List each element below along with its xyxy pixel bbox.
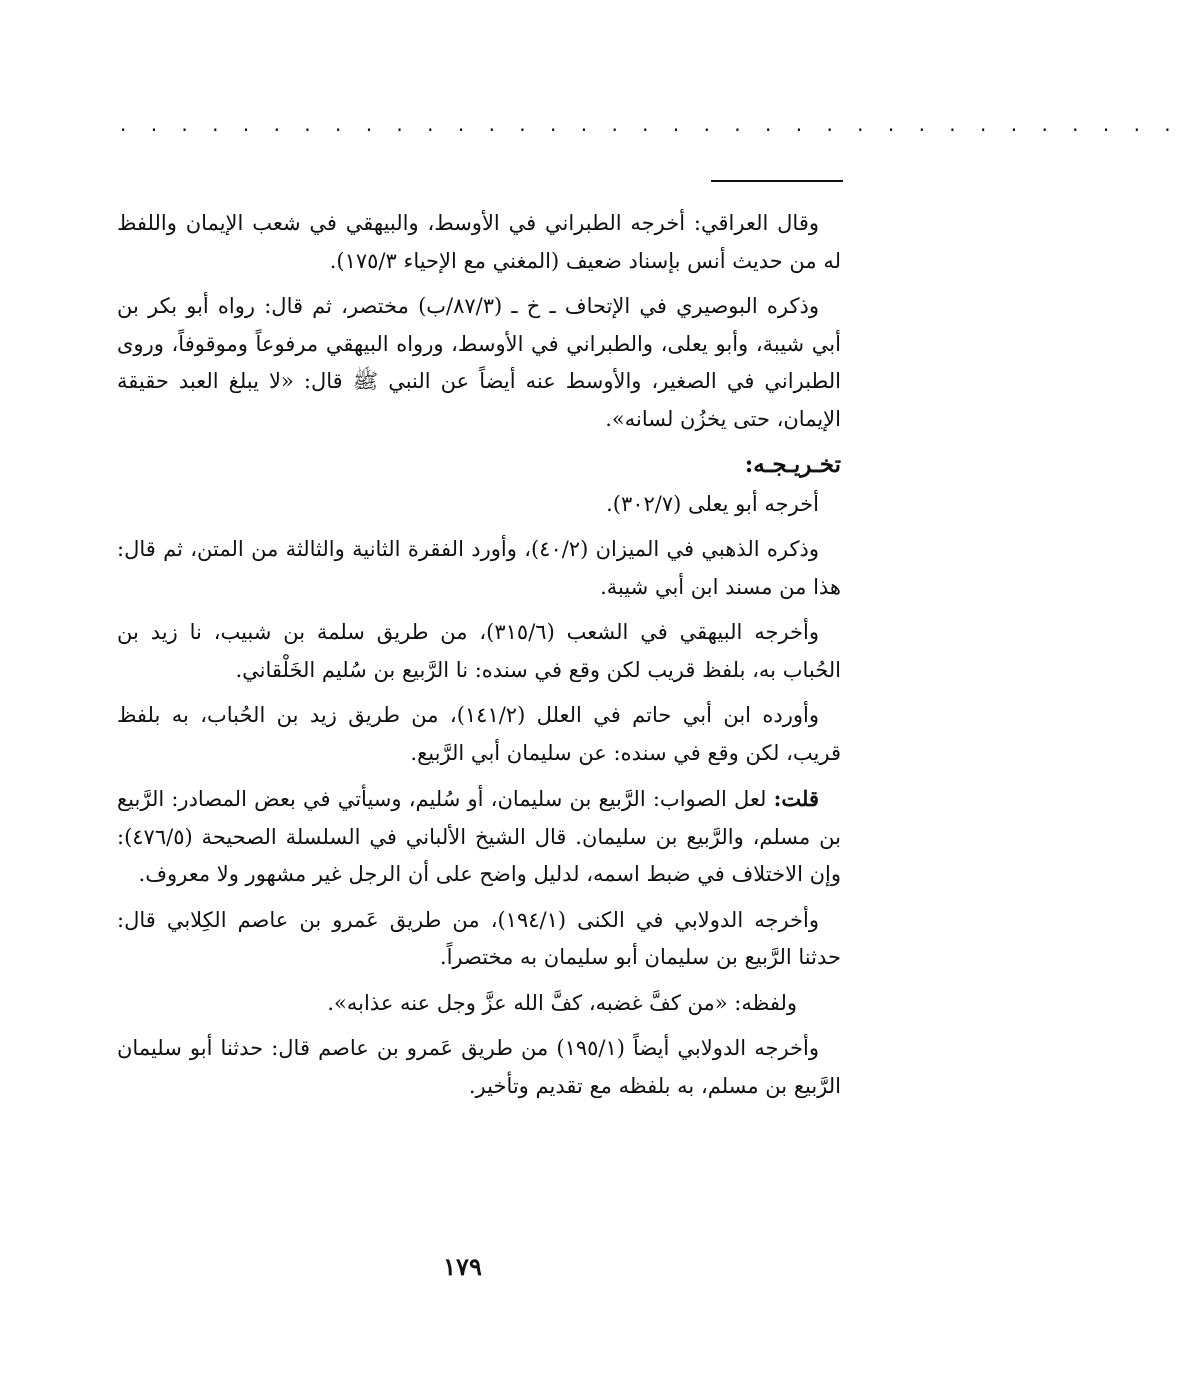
qultu-text: لعل الصواب: الرَّبيع بن سليمان، أو سُليم، وسيأتي في بعض المصادر: الرَّبيع بن مسلم، والرَّبيع بن سليمان. قال الشيخ الألباني في السلسلة الصحيحة (٤٧٦/٥): وإن الاختلاف في ضبط اسمه، لدليل واضح على أن الرجل غير مشهور ولا معروف. [117, 787, 841, 886]
paragraph-abu-yala: أخرجه أبو يعلى (٣٠٢/٧). [606, 491, 819, 516]
page-number: ١٧٩ [443, 1252, 482, 1281]
qultu-lead: قلت: [773, 786, 819, 811]
paragraph-bayhaqi: وأخرجه البيهقي في الشعب (٣١٥/٦)، من طريق سلمة بن شبيب، نا زيد بن الحُباب به، بلفظ قريب لكن وقع في سنده: نا الرَّبيع بن سُليم الخَلْقاني. [117, 620, 841, 682]
footnote-rule [711, 180, 843, 182]
paragraph-iraqi: وقال العراقي: أخرجه الطبراني في الأوسط، والبيهقي في شعب الإيمان واللفظ له من حديث أنس بإسناد ضعيف (المغني مع الإحياء ١٧٥/٣). [117, 211, 841, 273]
paragraph-dulabi-1: وأخرجه الدولابي في الكنى (١٩٤/١)، من طريق عَمرو بن عاصم الكِلابي قال: حدثنا الرَّبيع بن سليمان أبو سليمان به مختصراً. [117, 907, 841, 969]
paragraph-dulabi-2: وأخرجه الدولابي أيضاً (١٩٥/١) من طريق عَمرو بن عاصم قال: حدثنا أبو سليمان الرَّبيع بن مسلم، به بلفظه مع تقديم وتأخير. [117, 1036, 841, 1098]
paragraph-qultu [117, 780, 841, 894]
dotted-separator: . . . . . . . . . . . . . . . . . . . . . . . . . . . . . . . . . . . [120, 112, 1180, 136]
paragraph-lafzuhu: ولفظه: «من كفَّ غضبه، كفَّ الله عزَّ وجل عنه عذابه». [327, 990, 797, 1015]
paragraph-ibn-abi-hatim: وأورده ابن أبي حاتم في العلل (١٤١/٢)، من طريق زيد بن الحُباب، به بلفظ قريب، لكن وقع في سنده: عن سليمان أبي الرَّبيع. [117, 703, 841, 765]
footnote-body [117, 205, 841, 1113]
paragraph-busiri: وذكره البوصيري في الإتحاف ـ خ ـ (٨٧/٣/ب) مختصر، ثم قال: رواه أبو بكر بن أبي شيبة، وأبو يعلى، والطبراني في الأوسط، ورواه البيهقي مرفوعاً وموقوفاً، وروى الطبراني في الصغير، والأوسط عنه أيضاً عن النبي ﷺ قال: «لا يبلغ العبد حقيقة الإيمان، حتى يخزُن لسانه». [117, 294, 841, 431]
section-heading-takhrij: تخـريـجـه: [744, 451, 841, 478]
paragraph-dhahabi: وذكره الذهبي في الميزان (٤٠/٢)، وأورد الفقرة الثانية والثالثة من المتن، ثم قال: هذا من مسند ابن أبي شيبة. [117, 537, 841, 599]
